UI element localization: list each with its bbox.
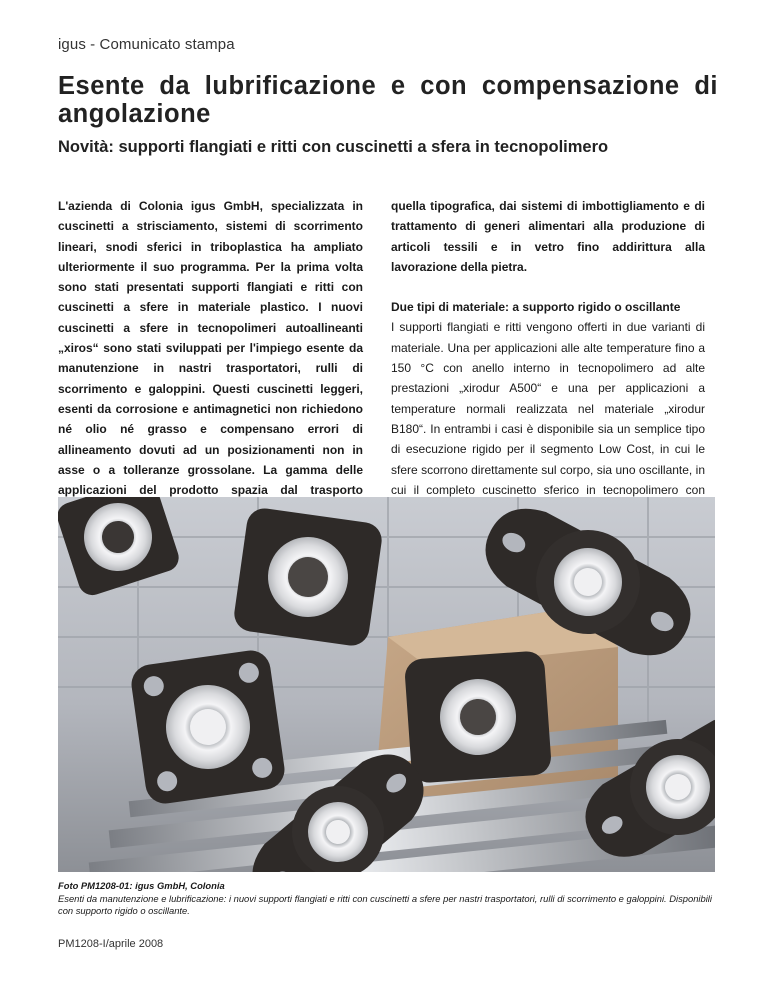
article-subtitle: Novità: supporti flangiati e ritti con cuscinetti a sfera in tecnopolimero [58,138,609,156]
section-body: I supporti flangiati e ritti vengono offerti in due varianti di materiale. Una per applicazioni alle alte temperature fino a 150 °C con anello interno in tecnopolimero ad alte prestazioni „xirodur A500“ e una per applicazioni a temperature normali realizzata nel materiale „xirodur B180“. In entrambi i casi è disponibile sia un semplice tipo di esecuzione rigido per il segmento Low Cost, in cui le sfere scorrono direttamente sul corpo, sia uno oscillante, in cui il completo cuscinetto sferico in tecnopolimero con [391,320,705,497]
photo-caption-text: Esenti da manutenzione e lubrificazione: i nuovi supporti flangiati e ritti con cuscinetti a sfere per nastri trasportatori, rulli di scorrimento e galoppini. Disponibili con supporto rigido o oscillante. [58,892,712,916]
text-column-left [58,196,363,541]
text-column-right [391,196,705,520]
article-title: Esente da lubrificazione e con compensazione di angolazione [58,72,718,128]
section-heading: Due tipi di materiale: a supporto rigido o oscillante [391,300,681,315]
intro-paragraph-continued: quella tipografica, dai sistemi di imbottigliamento e di trattamento di generi alimentari alla produzione di articoli tessili e in vetro fino addirittura alla lavorazione della pietra. [391,199,705,274]
page-header: igus - Comunicato stampa [58,36,235,53]
document-code: PM1208-I/aprile 2008 [58,938,164,950]
photo-credit: Foto PM1208-01: igus GmbH, Colonia [58,880,225,891]
intro-paragraph: L'azienda di Colonia igus GmbH, specializzata in cuscinetti a strisciamento, sistemi di scorrimento lineari, snodi sferici in triboplastica ha ampliato ulteriormente il suo programma. Per la prima volta sono stati presentati supporti flangiati e ritti con cuscinetti a sfere in materiale plastico. I nuovi cuscinetti a sfere in tecnopolimeri autoallineanti „xiros“ sono stati sviluppati per l'impiego esente da manutenzione in nastri trasportatori, rulli di scorrimento e galoppini. Questi cuscinetti leggeri, esenti da corrosione e antimagnetici non richiedono né olio né grasso e compensano errori di allineamento dovuti ad un posizionamenti non in asse o a tolleranze grossolane. La gamma delle applicazioni del prodotto spazia dal trasporto [58,199,363,498]
product-photo [58,497,715,872]
photo-caption [58,880,718,918]
